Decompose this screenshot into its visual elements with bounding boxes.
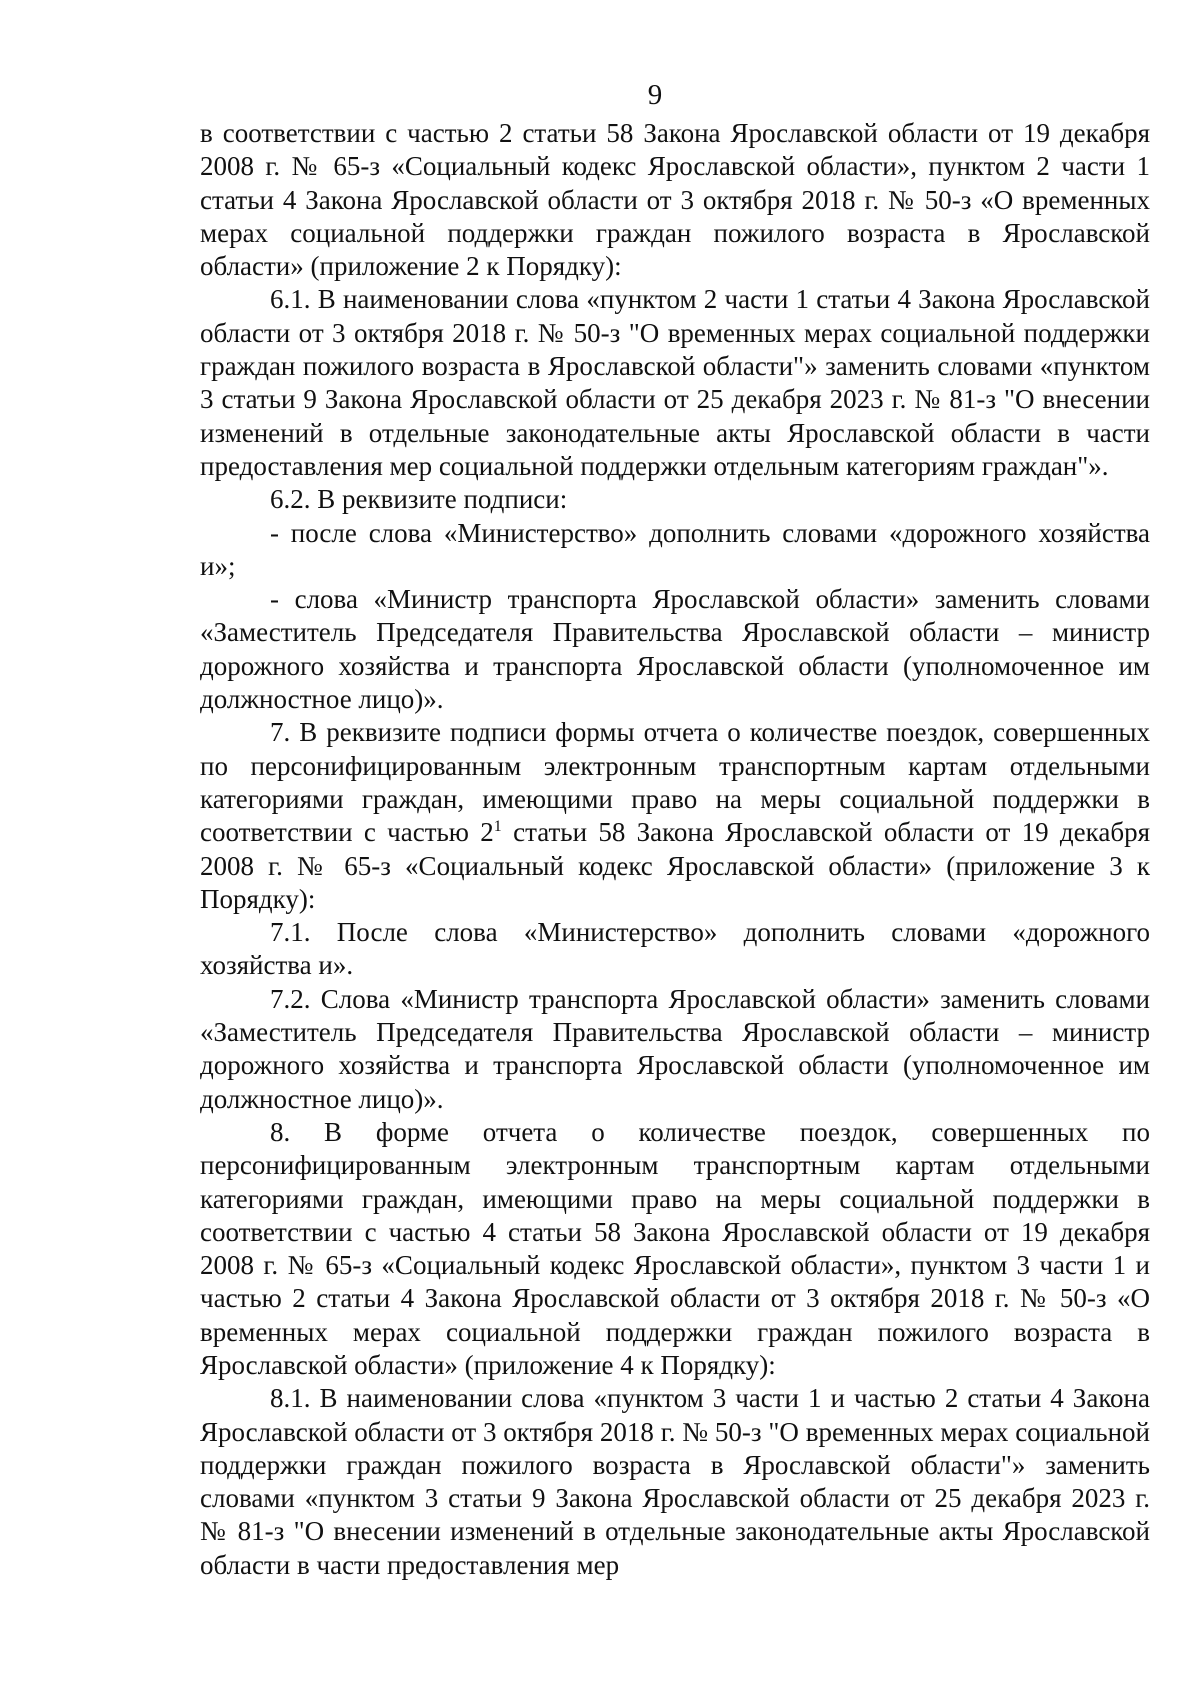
paragraph-6-2-item-1: - после слова «Министерство» дополнить словами «дорожного хозяйства и»; (200, 517, 1150, 581)
paragraph-7-2: 7.2. Слова «Министр транспорта Ярославской области» заменить словами «Заместитель Председателя Правительства Ярославской области – министр дорожного хозяйства и транспорта Ярославской области (уполномоченное им должностное лицо)». (200, 983, 1150, 1114)
paragraph-8: 8. В форме отчета о количестве поездок, совершенных по персонифицированным электронным транспортным картам отдельными категориями граждан, имеющими право на меры социальной поддержки в соответствии с частью 4 статьи 58 Закона Ярославской области от 19 декабря 2008 г. № 65-з «Социальный кодекс Ярославской области», пунктом 3 части 1 и частью 2 статьи 4 Закона Ярославской области от 3 октября 2018 г. № 50-з «О временных мерах социальной поддержки граждан пожилого возраста в Ярославской области» (приложение 4 к Порядку): (200, 1116, 1150, 1380)
paragraph-7-text-after: статьи 58 Закона Ярославской области от 19 декабря 2008 г. № 65-з «Социальный кодекс Ярославской области» (приложение 3 к Порядку): (200, 817, 1151, 914)
superscript-mark: 1 (493, 818, 502, 836)
page-number: 9 (647, 79, 663, 111)
paragraph-6-intro: в соответствии с частью 2 статьи 58 Закона Ярославской области от 19 декабря 2008 г. № 65-з «Социальный кодекс Ярославской области», пунктом 2 части 1 статьи 4 Закона Ярославской области от 3 октября 2018 г. № 50-з «О временных мерах социальной поддержки граждан пожилого возраста в Ярославской области» (приложение 2 к Порядку): (200, 118, 1150, 282)
document-body (200, 117, 1150, 1582)
paragraph-7-text-before: 7. В реквизите подписи формы отчета о количестве поездок, совершенных по персонифицированным электронным транспортным картам отдельными категориями граждан, имеющими право на меры социальной поддержки в соответствии с частью 2 (200, 717, 1150, 848)
paragraph-7 (200, 716, 1150, 916)
paragraph-6-1: 6.1. В наименовании слова «пунктом 2 части 1 статьи 4 Закона Ярославской области от 3 октября 2018 г. № 50-з "О временных мерах социальной поддержки граждан пожилого возраста в Ярославской области"» заменить словами «пунктом 3 статьи 9 Закона Ярославской области от 25 декабря 2023 г. № 81-з "О внесении изменений в отдельные законодательные акты Ярославской области в части предоставления мер социальной поддержки отдельным категориям граждан"». (200, 284, 1150, 481)
paragraph-7-1: 7.1. После слова «Министерство» дополнить словами «дорожного хозяйства и». (200, 917, 1150, 981)
paragraph-6-2-item-2: - слова «Министр транспорта Ярославской области» заменить словами «Заместитель Председателя Правительства Ярославской области – министр дорожного хозяйства и транспорта Ярославской области (уполномоченное им должностное лицо)». (200, 584, 1150, 715)
paragraph-6-2: 6.2. В реквизите подписи: (270, 484, 568, 515)
paragraph-8-1: 8.1. В наименовании слова «пунктом 3 части 1 и частью 2 статьи 4 Закона Ярославской области от 3 октября 2018 г. № 50-з "О временных мерах социальной поддержки граждан пожилого возраста в Ярославской области"» заменить словами «пунктом 3 статьи 9 Закона Ярославской области от 25 декабря 2023 г. № 81-з "О внесении изменений в отдельные законодательные акты Ярославской области в части предоставления мер (200, 1383, 1150, 1580)
